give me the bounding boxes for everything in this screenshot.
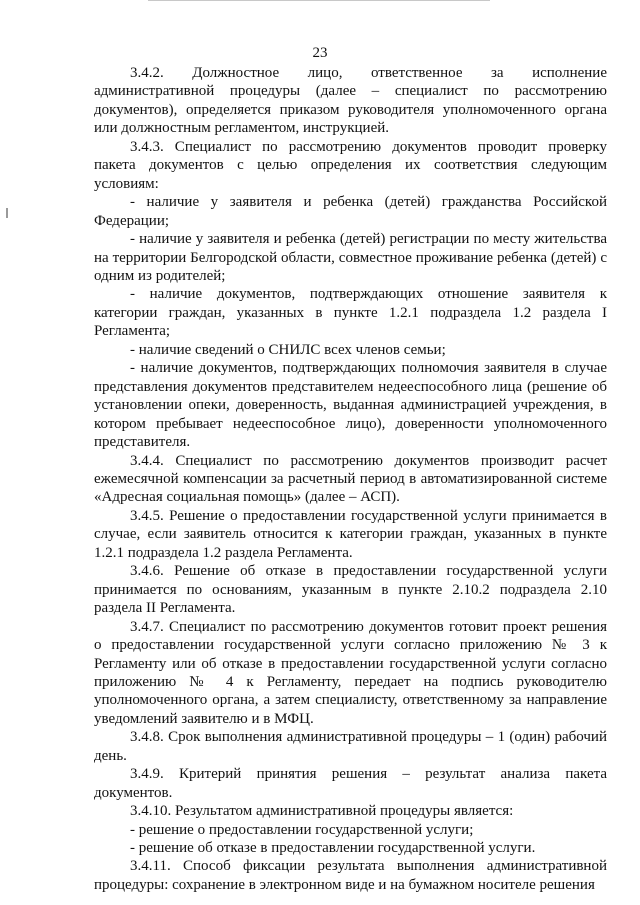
list-item-refusal-decision: - решение об отказе в предоставлении государственной услуги. [130, 840, 536, 857]
list-item-registration: - наличие у заявителя и ребенка (детей) регистрации по месту жительства на территории Белгородской области, совместное проживание ребенка (детей) с одним из родителей; [94, 231, 607, 284]
list-item-category-documents: - наличие документов, подтверждающих отношение заявителя к категории граждан, указанных в пункте 1.2.1 подраздела 1.2 раздела I Регламента; [94, 286, 607, 340]
document-body [94, 64, 607, 894]
paragraph-3-4-9: 3.4.9. Критерий принятия решения – результат анализа пакета документов. [94, 766, 607, 801]
paragraph-3-4-7: 3.4.7. Специалист по рассмотрению документов готовит проект решения о предоставлении государственной услуги согласно приложению № 3 к Регламенту или об отказе в предоставлении государственной услуги согласно приложению № 4 к Регламенту, передает на подпись руководителю уполномоченного органа, а затем специалисту, ответственному за направление уведомлений заявителю и в МФЦ. [94, 618, 607, 727]
margin-mark [6, 208, 8, 218]
paragraph-3-4-6: 3.4.6. Решение об отказе в предоставлении государственной услуги принимается по основаниям, указанным в пункте 2.10.2 подраздела 2.10 раздела II Регламента. [94, 563, 607, 617]
paragraph-3-4-4: 3.4.4. Специалист по рассмотрению документов производит расчет ежемесячной компенсации за расчетный период в автоматизированной системе «Адресная социальная помощь» (далее – АСП). [94, 452, 607, 506]
list-item-authority-documents: - наличие документов, подтверждающих полномочия заявителя в случае представления документов представителем недееспособного лица (решение об установлении опеки, доверенность, выданная администрацией учреждения, в котором пребывает недееспособное лицо), доверенности уполномоченного представителя. [94, 360, 607, 451]
page-top-edge [148, 0, 490, 1]
list-item-citizenship: - наличие у заявителя и ребенка (детей) гражданства Российской Федерации; [94, 194, 607, 229]
paragraph-3-4-8: 3.4.8. Срок выполнения административной процедуры – 1 (один) рабочий день. [94, 729, 607, 764]
paragraph-3-4-11: 3.4.11. Способ фиксации результата выполнения административной процедуры: сохранение в электронном виде и на бумажном носителе решения [94, 858, 607, 893]
paragraph-3-4-5: 3.4.5. Решение о предоставлении государственной услуги принимается в случае, если заявитель относится к категории граждан, указанных в пункте 1.2.1 подраздела 1.2 раздела Регламента. [94, 507, 607, 561]
list-item-snils: - наличие сведений о СНИЛС всех членов семьи; [130, 341, 446, 358]
list-item-grant-decision: - решение о предоставлении государственной услуги; [130, 821, 474, 838]
paragraph-3-4-10: 3.4.10. Результатом административной процедуры является: [130, 803, 514, 820]
paragraph-3-4-3: 3.4.3. Специалист по рассмотрению документов проводит проверку пакета документов с целью определения их соответствия следующим условиям: [94, 138, 607, 192]
page-number: 23 [312, 45, 328, 61]
paragraph-3-4-2: 3.4.2. Должностное лицо, ответственное за исполнение административной процедуры (далее – специалист по рассмотрению документов), определяется приказом руководителя уполномоченного органа или должностным регламентом, инструкцией. [94, 65, 607, 137]
